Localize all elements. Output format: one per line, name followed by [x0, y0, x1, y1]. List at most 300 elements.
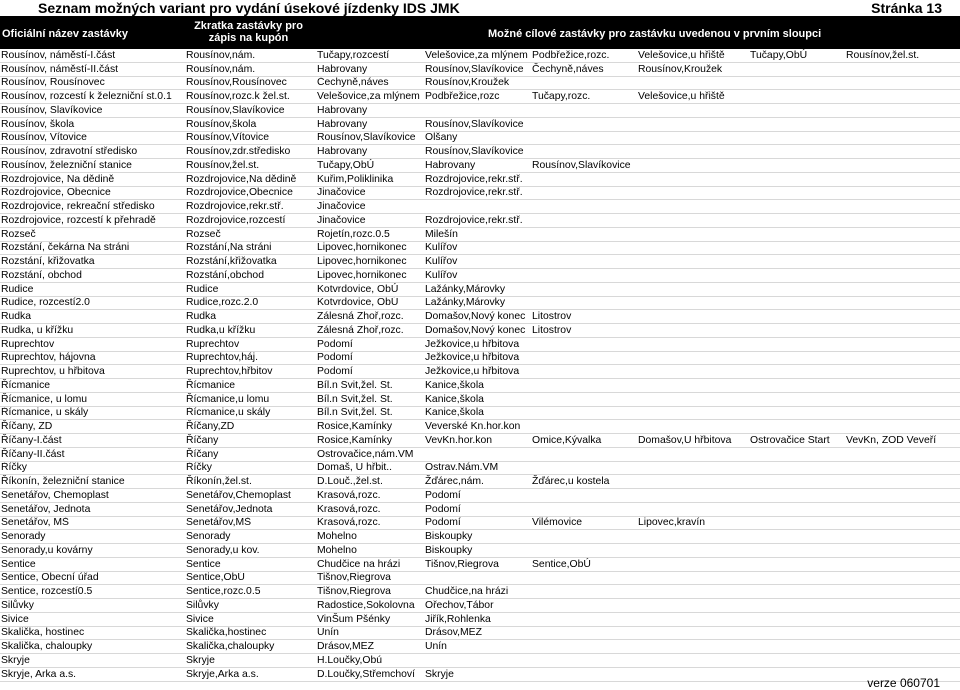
stop-abbrev-cell: Senetářov,MŠ — [185, 516, 316, 530]
target-stop-cell: Podomí — [424, 489, 531, 503]
target-stop-cell — [531, 379, 637, 393]
table-row — [0, 241, 960, 255]
target-stop-cell — [845, 502, 960, 516]
target-stop-cell: Ostrav.Nám.VM — [424, 461, 531, 475]
target-stop-cell: Tišnov,Riegrova — [316, 585, 424, 599]
target-stop-cell — [749, 557, 845, 571]
target-stop-cell — [749, 255, 845, 269]
target-stop-cell: Lažánky,Márovky — [424, 282, 531, 296]
table-row — [0, 324, 960, 338]
target-stop-cell: VinŠum Pšénky — [316, 612, 424, 626]
target-stop-cell: Ořechov,Tábor — [424, 599, 531, 613]
header-abbreviation: Zkratka zastávky pro zápis na kupón — [194, 20, 303, 44]
target-stop-cell — [637, 489, 749, 503]
table-row — [0, 475, 960, 489]
page-number: Stránka 13 — [871, 0, 942, 16]
table-row — [0, 626, 960, 640]
table-row — [0, 447, 960, 461]
target-stop-cell — [845, 571, 960, 585]
target-stop-cell: Omice,Kývalka — [531, 434, 637, 448]
target-stop-cell: Ostrovačice,nám.VM — [316, 447, 424, 461]
target-stop-cell — [749, 241, 845, 255]
target-stop-cell — [749, 351, 845, 365]
target-stop-cell: Krasová,rozc. — [316, 516, 424, 530]
target-stop-cell — [749, 117, 845, 131]
table-row — [0, 90, 960, 104]
target-stop-cell — [637, 117, 749, 131]
table-row — [0, 227, 960, 241]
target-stop-cell: Rousínov,Slavíkovice — [531, 159, 637, 173]
target-stop-cell — [749, 214, 845, 228]
target-stop-cell — [531, 447, 637, 461]
stop-abbrev-cell: Říčky — [185, 461, 316, 475]
target-stop-cell — [845, 200, 960, 214]
target-stop-cell — [845, 544, 960, 558]
target-stop-cell — [749, 447, 845, 461]
target-stop-cell: Rousínov,Slavíkovice — [424, 117, 531, 131]
stop-abbrev-cell: Rudice,rozc.2.0 — [185, 296, 316, 310]
target-stop-cell: Veverské Kn.hor.kon — [424, 420, 531, 434]
target-stop-cell — [637, 296, 749, 310]
target-stop-cell: VevKn, ZOD Veveří — [845, 434, 960, 448]
stop-name-cell: Senorady — [0, 530, 185, 544]
stop-abbrev-cell: Rousínov,Slavíkovice — [185, 104, 316, 118]
table-row — [0, 502, 960, 516]
target-stop-cell: Mohelno — [316, 544, 424, 558]
target-stop-cell — [845, 324, 960, 338]
target-stop-cell: Mohelno — [316, 530, 424, 544]
target-stop-cell: Drásov,MEZ — [316, 640, 424, 654]
stop-abbrev-cell: Rozseč — [185, 227, 316, 241]
target-stop-cell: Velešovice,u hřiště — [637, 90, 749, 104]
table-row — [0, 76, 960, 90]
stop-abbrev-cell: Sentice — [185, 557, 316, 571]
target-stop-cell — [531, 200, 637, 214]
header-official-name: Oficiální název zastávky — [2, 28, 128, 40]
table-row — [0, 296, 960, 310]
target-stop-cell — [637, 269, 749, 283]
target-stop-cell: Chudčice na hrázi — [316, 557, 424, 571]
target-stop-cell — [845, 406, 960, 420]
table-row — [0, 420, 960, 434]
target-stop-cell: Velešovice,za mlýnem — [424, 49, 531, 62]
target-stop-cell — [749, 571, 845, 585]
target-stop-cell: Domaš, U hřbit.. — [316, 461, 424, 475]
target-stop-cell: Bíl.n Svit,žel. St. — [316, 406, 424, 420]
target-stop-cell: Tučapy,ObÚ — [316, 159, 424, 173]
target-stop-cell: Domašov,U hřbitova — [637, 434, 749, 448]
target-stop-cell — [845, 104, 960, 118]
target-stop-cell — [637, 172, 749, 186]
target-stop-cell — [637, 282, 749, 296]
target-stop-cell — [424, 654, 531, 668]
target-stop-cell: Rojetín,rozc.0.5 — [316, 227, 424, 241]
stop-name-cell: Skalička, hostinec — [0, 626, 185, 640]
stop-name-cell: Senetářov, Chemoplast — [0, 489, 185, 503]
table-row — [0, 489, 960, 503]
target-stop-cell: Lipovec,kravín — [637, 516, 749, 530]
target-stop-cell — [845, 214, 960, 228]
target-stop-cell — [531, 145, 637, 159]
target-stop-cell: Milešín — [424, 227, 531, 241]
stop-name-cell: Řícmanice — [0, 379, 185, 393]
table-header — [0, 16, 960, 49]
target-stop-cell: Lažánky,Márovky — [424, 296, 531, 310]
target-stop-cell — [845, 420, 960, 434]
target-stop-cell: Unín — [424, 640, 531, 654]
target-stop-cell — [845, 351, 960, 365]
table-row — [0, 640, 960, 654]
stop-abbrev-cell: Říkonín,žel.st. — [185, 475, 316, 489]
target-stop-cell: Podbřežice,rozc — [424, 90, 531, 104]
target-stop-cell: Litostrov — [531, 324, 637, 338]
target-stop-cell — [845, 159, 960, 173]
target-stop-cell — [637, 145, 749, 159]
stop-name-cell: Rozseč — [0, 227, 185, 241]
target-stop-cell — [531, 131, 637, 145]
stop-abbrev-cell: Říčany — [185, 447, 316, 461]
target-stop-cell — [637, 379, 749, 393]
target-stop-cell — [749, 172, 845, 186]
target-stop-cell: Podomí — [424, 516, 531, 530]
stop-abbrev-cell: Skalička,hostinec — [185, 626, 316, 640]
target-stop-cell — [845, 310, 960, 324]
target-stop-cell — [845, 296, 960, 310]
target-stop-cell: Domašov,Nový konec — [424, 310, 531, 324]
target-stop-cell — [749, 282, 845, 296]
target-stop-cell: Ostrovačice Start — [749, 434, 845, 448]
target-stop-cell — [531, 640, 637, 654]
stop-abbrev-cell: Senetářov,Chemoplast — [185, 489, 316, 503]
target-stop-cell: Kotvrdovice, ObÚ — [316, 296, 424, 310]
target-stop-cell — [531, 392, 637, 406]
target-stop-cell: Lipovec,hornikonec — [316, 241, 424, 255]
stop-abbrev-cell: Sentice,ObÚ — [185, 571, 316, 585]
target-stop-cell — [531, 530, 637, 544]
target-stop-cell: Žďárec,u kostela — [531, 475, 637, 489]
target-stop-cell — [531, 76, 637, 90]
target-stop-cell — [531, 117, 637, 131]
target-stop-cell: Čechyně,náves — [316, 76, 424, 90]
stop-name-cell: Rozdrojovice, rozcestí k přehradě — [0, 214, 185, 228]
target-stop-cell: Vilémovice — [531, 516, 637, 530]
stop-abbrev-cell: Sentice,rozc.0.5 — [185, 585, 316, 599]
target-stop-cell — [637, 585, 749, 599]
table-row — [0, 461, 960, 475]
table-row — [0, 255, 960, 269]
table-row — [0, 571, 960, 585]
target-stop-cell — [749, 200, 845, 214]
target-stop-cell: Podomí — [316, 337, 424, 351]
table-row — [0, 379, 960, 393]
target-stop-cell: Rosice,Kamínky — [316, 420, 424, 434]
table-row — [0, 117, 960, 131]
target-stop-cell — [749, 90, 845, 104]
stop-abbrev-cell: Senetářov,Jednota — [185, 502, 316, 516]
target-stop-cell — [637, 447, 749, 461]
target-stop-cell — [749, 530, 845, 544]
target-stop-cell: Drásov,MEZ — [424, 626, 531, 640]
stop-name-cell: Rudka — [0, 310, 185, 324]
table-row — [0, 269, 960, 283]
target-stop-cell: Rozdrojovice,rekr.stř. — [424, 186, 531, 200]
target-stop-cell — [531, 186, 637, 200]
target-stop-cell — [637, 186, 749, 200]
stop-name-cell: Rozstání, čekárna Na stráni — [0, 241, 185, 255]
target-stop-cell — [749, 626, 845, 640]
target-stop-cell — [637, 654, 749, 668]
target-stop-cell: VevKn.hor.kon — [424, 434, 531, 448]
stop-name-cell: Senetářov, MŠ — [0, 516, 185, 530]
stop-abbrev-cell: Ruprechtov,hřbitov — [185, 365, 316, 379]
stop-name-cell: Říčany, ZD — [0, 420, 185, 434]
target-stop-cell — [637, 365, 749, 379]
target-stop-cell — [637, 475, 749, 489]
target-stop-cell — [531, 104, 637, 118]
target-stop-cell — [749, 310, 845, 324]
target-stop-cell — [637, 640, 749, 654]
target-stop-cell: Velešovice,za mlýnem — [316, 90, 424, 104]
target-stop-cell — [749, 406, 845, 420]
target-stop-cell — [637, 159, 749, 173]
stop-abbrev-cell: Rousínov,Rousínovec — [185, 76, 316, 90]
table-row — [0, 200, 960, 214]
table-row — [0, 667, 960, 681]
target-stop-cell: Bíl.n Svit,žel. St. — [316, 392, 424, 406]
table-row — [0, 406, 960, 420]
target-stop-cell — [845, 365, 960, 379]
table-row — [0, 172, 960, 186]
table-row — [0, 310, 960, 324]
target-stop-cell: Kotvrdovice, ObÚ — [316, 282, 424, 296]
target-stop-cell: D.Louč.,žel.st. — [316, 475, 424, 489]
target-stop-cell: Rosice,Kamínky — [316, 434, 424, 448]
stop-abbrev-cell: Senorady,u kov. — [185, 544, 316, 558]
target-stop-cell — [424, 447, 531, 461]
target-stop-cell — [749, 489, 845, 503]
target-stop-cell — [637, 255, 749, 269]
target-stop-cell — [531, 406, 637, 420]
target-stop-cell — [637, 241, 749, 255]
target-stop-cell — [637, 599, 749, 613]
target-stop-cell — [637, 310, 749, 324]
stop-name-cell: Sentice — [0, 557, 185, 571]
table-row — [0, 145, 960, 159]
stop-name-cell: Rousínov, náměstí-I.část — [0, 49, 185, 62]
target-stop-cell — [845, 530, 960, 544]
target-stop-cell: Podbřežice,rozc. — [531, 49, 637, 62]
stop-abbrev-cell: Řícmanice,u skály — [185, 406, 316, 420]
stop-name-cell: Rousínov, rozcestí k železniční st.0.1 — [0, 90, 185, 104]
table-row — [0, 186, 960, 200]
target-stop-cell: D.Loučky,Střemchoví — [316, 667, 424, 681]
target-stop-cell — [531, 599, 637, 613]
table-row — [0, 544, 960, 558]
target-stop-cell: Zálesná Zhoř,rozc. — [316, 324, 424, 338]
stop-abbrev-cell: Říčany — [185, 434, 316, 448]
target-stop-cell — [637, 667, 749, 681]
target-stop-cell — [845, 90, 960, 104]
target-stop-cell: Rozdrojovice,rekr.stř. — [424, 172, 531, 186]
target-stop-cell: Kanice,škola — [424, 406, 531, 420]
target-stop-cell: Čechyně,náves — [531, 62, 637, 76]
target-stop-cell: Jinačovice — [316, 186, 424, 200]
target-stop-cell: Kulířov — [424, 241, 531, 255]
stop-name-cell: Sentice, Obecní úřad — [0, 571, 185, 585]
target-stop-cell: Litostrov — [531, 310, 637, 324]
table-row — [0, 282, 960, 296]
target-stop-cell — [531, 502, 637, 516]
target-stop-cell: Biskoupky — [424, 544, 531, 558]
target-stop-cell: Krasová,rozc. — [316, 502, 424, 516]
stop-abbrev-cell: Rozdrojovice,Na dědině — [185, 172, 316, 186]
target-stop-cell — [531, 489, 637, 503]
target-stop-cell — [531, 255, 637, 269]
target-stop-cell — [531, 227, 637, 241]
target-stop-cell — [749, 227, 845, 241]
target-stop-cell — [749, 379, 845, 393]
target-stop-cell: Kanice,škola — [424, 392, 531, 406]
target-stop-cell: Domašov,Nový konec — [424, 324, 531, 338]
target-stop-cell — [749, 599, 845, 613]
target-stop-cell — [749, 585, 845, 599]
target-stop-cell — [749, 420, 845, 434]
target-stop-cell — [749, 104, 845, 118]
target-stop-cell — [531, 612, 637, 626]
header-target-stops: Možné cílové zastávky pro zastávku uvedenou v prvním sloupci — [488, 28, 822, 40]
table-row — [0, 599, 960, 613]
stop-name-cell: Říčky — [0, 461, 185, 475]
stop-name-cell: Skryje — [0, 654, 185, 668]
stop-abbrev-cell: Rousínov,žel.st. — [185, 159, 316, 173]
target-stop-cell — [749, 667, 845, 681]
stop-name-cell: Rousínov, železniční stanice — [0, 159, 185, 173]
target-stop-cell: Ježkovice,u hřbitova — [424, 337, 531, 351]
target-stop-cell: Zálesná Zhoř,rozc. — [316, 310, 424, 324]
target-stop-cell: Rousínov,žel.st. — [845, 49, 960, 62]
target-stop-cell: Chudčice,na hrázi — [424, 585, 531, 599]
target-stop-cell: Tučapy,rozcestí — [316, 49, 424, 62]
document-title: Seznam možných variant pro vydání úsekové jízdenky IDS JMK — [38, 0, 460, 16]
target-stop-cell: Podomí — [316, 365, 424, 379]
target-stop-cell — [637, 571, 749, 585]
target-stop-cell — [531, 667, 637, 681]
target-stop-cell — [531, 296, 637, 310]
stop-name-cell: Rousínov, Rousínovec — [0, 76, 185, 90]
target-stop-cell — [531, 365, 637, 379]
target-stop-cell — [845, 282, 960, 296]
stop-name-cell: Rozstání, obchod — [0, 269, 185, 283]
target-stop-cell — [531, 269, 637, 283]
stop-name-cell: Rudice — [0, 282, 185, 296]
target-stop-cell: Rousínov,Kroužek — [424, 76, 531, 90]
stop-abbrev-cell: Řícmanice — [185, 379, 316, 393]
target-stop-cell — [749, 131, 845, 145]
target-stop-cell — [845, 117, 960, 131]
target-stop-cell — [845, 585, 960, 599]
stop-name-cell: Rousínov, zdravotní středisko — [0, 145, 185, 159]
target-stop-cell — [749, 502, 845, 516]
target-stop-cell — [531, 172, 637, 186]
stop-abbrev-cell: Skryje,Arka a.s. — [185, 667, 316, 681]
target-stop-cell — [845, 654, 960, 668]
target-stop-cell — [531, 214, 637, 228]
target-stop-cell: Krasová,rozc. — [316, 489, 424, 503]
stop-abbrev-cell: Rozstání,Na stráni — [185, 241, 316, 255]
stop-abbrev-cell: Ruprechtov — [185, 337, 316, 351]
target-stop-cell — [845, 557, 960, 571]
target-stop-cell — [749, 145, 845, 159]
target-stop-cell — [749, 76, 845, 90]
stop-name-cell: Rozstání, křižovatka — [0, 255, 185, 269]
target-stop-cell — [845, 475, 960, 489]
target-stop-cell — [637, 227, 749, 241]
target-stop-cell — [531, 241, 637, 255]
stop-name-cell: Rousínov, Vítovice — [0, 131, 185, 145]
target-stop-cell — [845, 62, 960, 76]
stop-name-cell: Ruprechtov — [0, 337, 185, 351]
target-stop-cell — [637, 544, 749, 558]
stop-abbrev-cell: Sivice — [185, 612, 316, 626]
target-stop-cell — [749, 186, 845, 200]
target-stop-cell — [531, 351, 637, 365]
stops-table — [0, 49, 960, 682]
stop-abbrev-cell: Rousínov,nám. — [185, 62, 316, 76]
stop-name-cell: Rozdrojovice, rekreační středisko — [0, 200, 185, 214]
target-stop-cell — [531, 585, 637, 599]
stop-name-cell: Říčany-II.část — [0, 447, 185, 461]
target-stop-cell: Kuřim,Poliklinika — [316, 172, 424, 186]
stop-name-cell: Ruprechtov, hájovna — [0, 351, 185, 365]
target-stop-cell: Habrovany — [316, 104, 424, 118]
target-stop-cell: Rozdrojovice,rekr.stř. — [424, 214, 531, 228]
target-stop-cell — [749, 324, 845, 338]
stop-abbrev-cell: Rousínov,Vítovice — [185, 131, 316, 145]
stop-abbrev-cell: Řícmanice,u lomu — [185, 392, 316, 406]
target-stop-cell: Habrovany — [316, 62, 424, 76]
target-stop-cell — [637, 214, 749, 228]
target-stop-cell — [424, 200, 531, 214]
target-stop-cell: Tučapy,rozc. — [531, 90, 637, 104]
stop-name-cell: Rudka, u křížku — [0, 324, 185, 338]
target-stop-cell — [637, 406, 749, 420]
table-row — [0, 49, 960, 62]
target-stop-cell — [749, 640, 845, 654]
stop-abbrev-cell: Rozstání,obchod — [185, 269, 316, 283]
target-stop-cell — [749, 461, 845, 475]
target-stop-cell — [531, 626, 637, 640]
target-stop-cell — [749, 337, 845, 351]
table-row — [0, 104, 960, 118]
target-stop-cell: Olšany — [424, 131, 531, 145]
target-stop-cell: Rousínov,Slavíkovice — [424, 62, 531, 76]
stop-name-cell: Říkonín, železniční stanice — [0, 475, 185, 489]
stop-name-cell: Řícmanice, u lomu — [0, 392, 185, 406]
target-stop-cell: Lipovec,hornikonec — [316, 255, 424, 269]
target-stop-cell — [531, 420, 637, 434]
target-stop-cell — [637, 200, 749, 214]
target-stop-cell — [845, 447, 960, 461]
target-stop-cell — [749, 516, 845, 530]
table-row — [0, 214, 960, 228]
target-stop-cell — [845, 186, 960, 200]
target-stop-cell: Velešovice,u hřiště — [637, 49, 749, 62]
target-stop-cell: Kulířov — [424, 269, 531, 283]
stop-name-cell: Rousínov, náměstí-II.část — [0, 62, 185, 76]
target-stop-cell: Tučapy,ObÚ — [749, 49, 845, 62]
stop-name-cell: Senetářov, Jednota — [0, 502, 185, 516]
target-stop-cell — [637, 530, 749, 544]
